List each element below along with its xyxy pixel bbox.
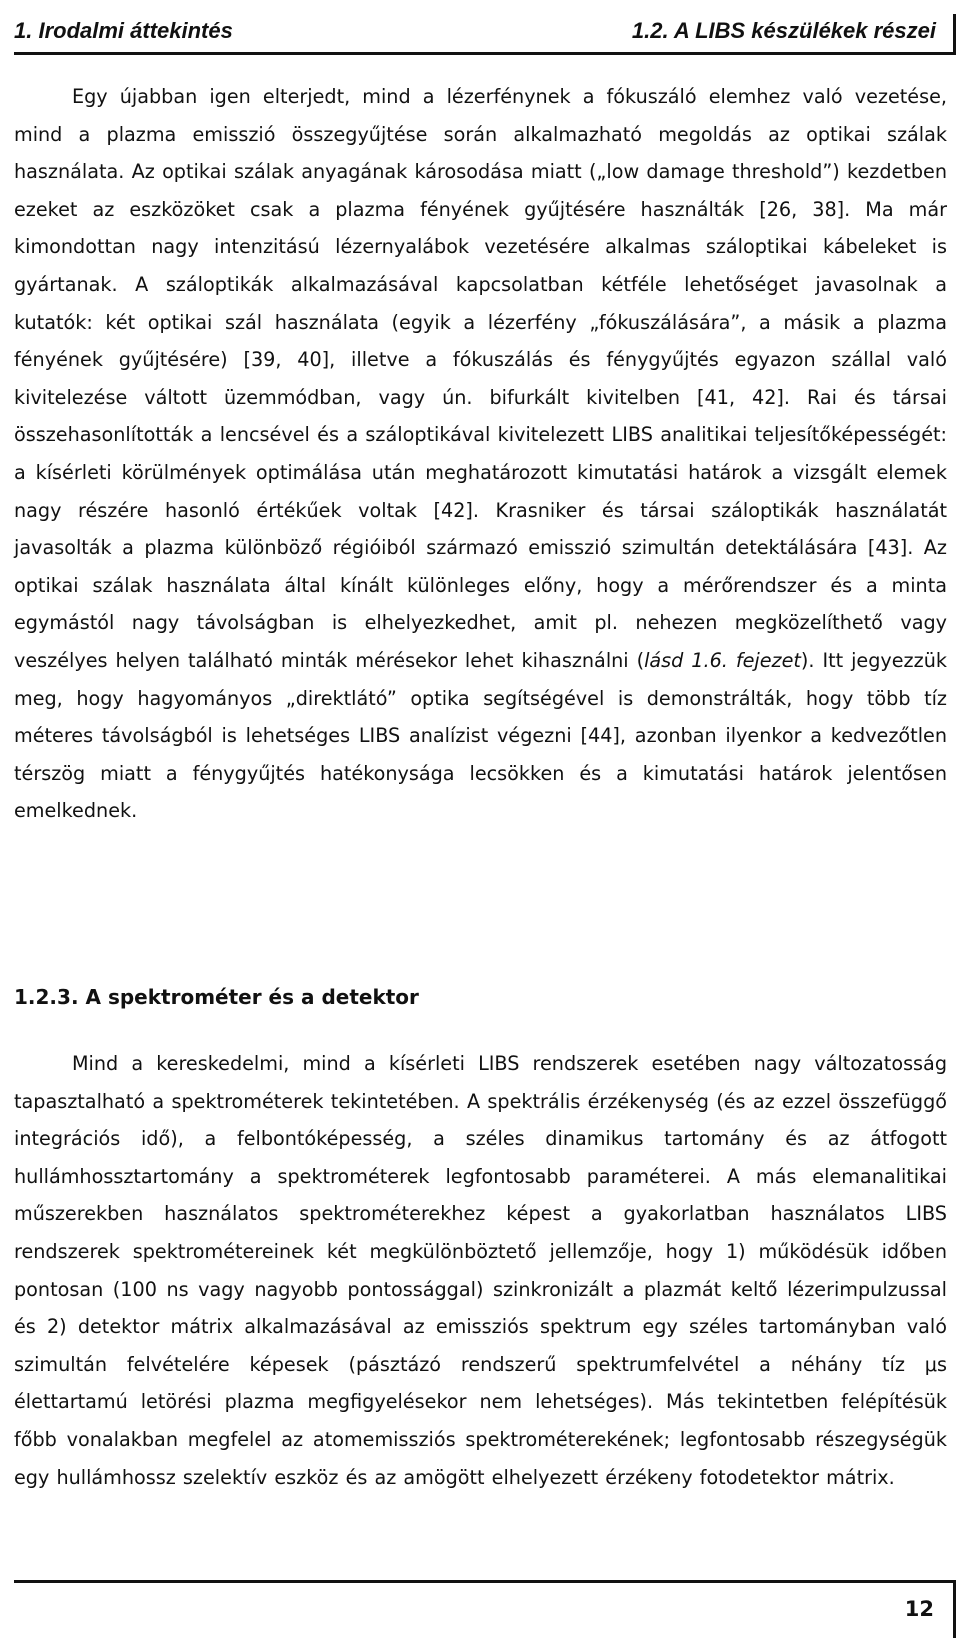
paragraph-text-tail: ). Itt jegyezzük meg, hogy hagyományos „direktlátó” optika segítségével is demonstrálták, hogy több tíz méteres távolságból is lehetséges LIBS analízist végezni [44], azonban ilyenkor a kedvezőtlen térszög miatt a fénygyűjtés hatékonysága lecsökken és a kimutatási határok jelentősen emelkednek. [14,648,947,823]
header-side-bar [953,14,956,54]
page-number: 12 [904,1597,934,1621]
paragraph-optical-fibers [14,78,947,830]
cross-reference: lásd 1.6. fejezet [644,648,801,672]
section-heading: 1.2.3. A spektrométer és a detektor [14,985,419,1009]
header-rule [14,52,956,55]
section-1-2-2-body [14,78,947,830]
footer-side-bar [953,1580,956,1638]
running-header [14,14,960,54]
section-1-2-3-body [14,1045,947,1496]
paragraph-text: Egy újabban igen elterjedt, mind a lézerfénynek a fókuszáló elemhez való vezetése, mind a plazma emisszió összegyűjtése során alkalmazható megoldás az optikai szálak használata. Az optikai szálak anyagának károsodása miatt („low damage threshold”) kezdetben ezeket az eszközöket csak a plazma fényének gyűjtésére használták [26, 38]. Ma már kimondottan nagy intenzitású lézernyalábok vezetésére alkalmas száloptikai kábeleket is gyártanak. A száloptikák alkalmazásával kapcsolatban kétféle lehetőséget javasolnak a kutatók: két optikai szál használata (egyik a lézerfény „fókuszálására”, a másik a plazma fényének gyűjtésére) [39, 40], illetve a fókuszálás és fénygyűjtés egyazon szállal való kivitelezése váltott üzemmódban, vagy ún. bifurkált kivitelben [41, 42]. Rai és társai összehasonlították a lencsével és a száloptikával kivitelezett LIBS analitikai teljesítőképességét: a kísérleti körülmények optimálása után meghatározott kimutatási határok a vizsgált elemek nagy részére hasonló értékűek voltak [42]. Krasniker és társai száloptikák használatát javasolták a plazma különböző régióiból származó emisszió szimultán detektálására [43]. Az optikai szálak használata által kínált különleges előny, hogy a mérőrendszer és a minta egymástól nagy távolságban is elhelyezkedhet, amit pl. nehezen megközelíthető vagy veszélyes helyen található minták mérésekor lehet kihasználni ( [14,85,947,672]
footer-rule [14,1580,956,1583]
paragraph-spectrometer: Mind a kereskedelmi, mind a kísérleti LIBS rendszerek esetében nagy változatosság tapasztalható a spektrométerek tekintetében. A spektrális érzékenység (és az ezzel összefüggő integrációs idő), a felbontóképesség, a széles dinamikus tartomány és az átfogott hullámhossztartomány a spektrométerek legfontosabb paraméterei. A más elemanalitikai műszerekben használatos spektrométerekhez képest a gyakorlatban használatos LIBS rendszerek spektrométereinek két megkülönböztető jellemzője, hogy 1) működésük időben pontosan (100 ns vagy nagyobb pontossággal) szinkronizált a plazmát keltő lézerimpulzussal és 2) detektor mátrix alkalmazásával az emissziós spektrum egy széles tartományban való szimultán felvételére képesek (pásztázó rendszerű spektrumfelvétel a néhány tíz μs élettartamú letörési plazma megfigyelésekor nem lehetséges). Más tekintetben felépítésük főbb vonalakban megfelel az atomemissziós spektrométerekének; legfontosabb részegységük egy hullámhossz szelektív eszköz és az amögött elhelyezett érzékeny fotodetektor mátrix. [14,1052,947,1489]
header-chapter-title: 1. Irodalmi áttekintés [14,18,233,43]
header-section-title: 1.2. A LIBS készülékek részei [631,18,936,43]
